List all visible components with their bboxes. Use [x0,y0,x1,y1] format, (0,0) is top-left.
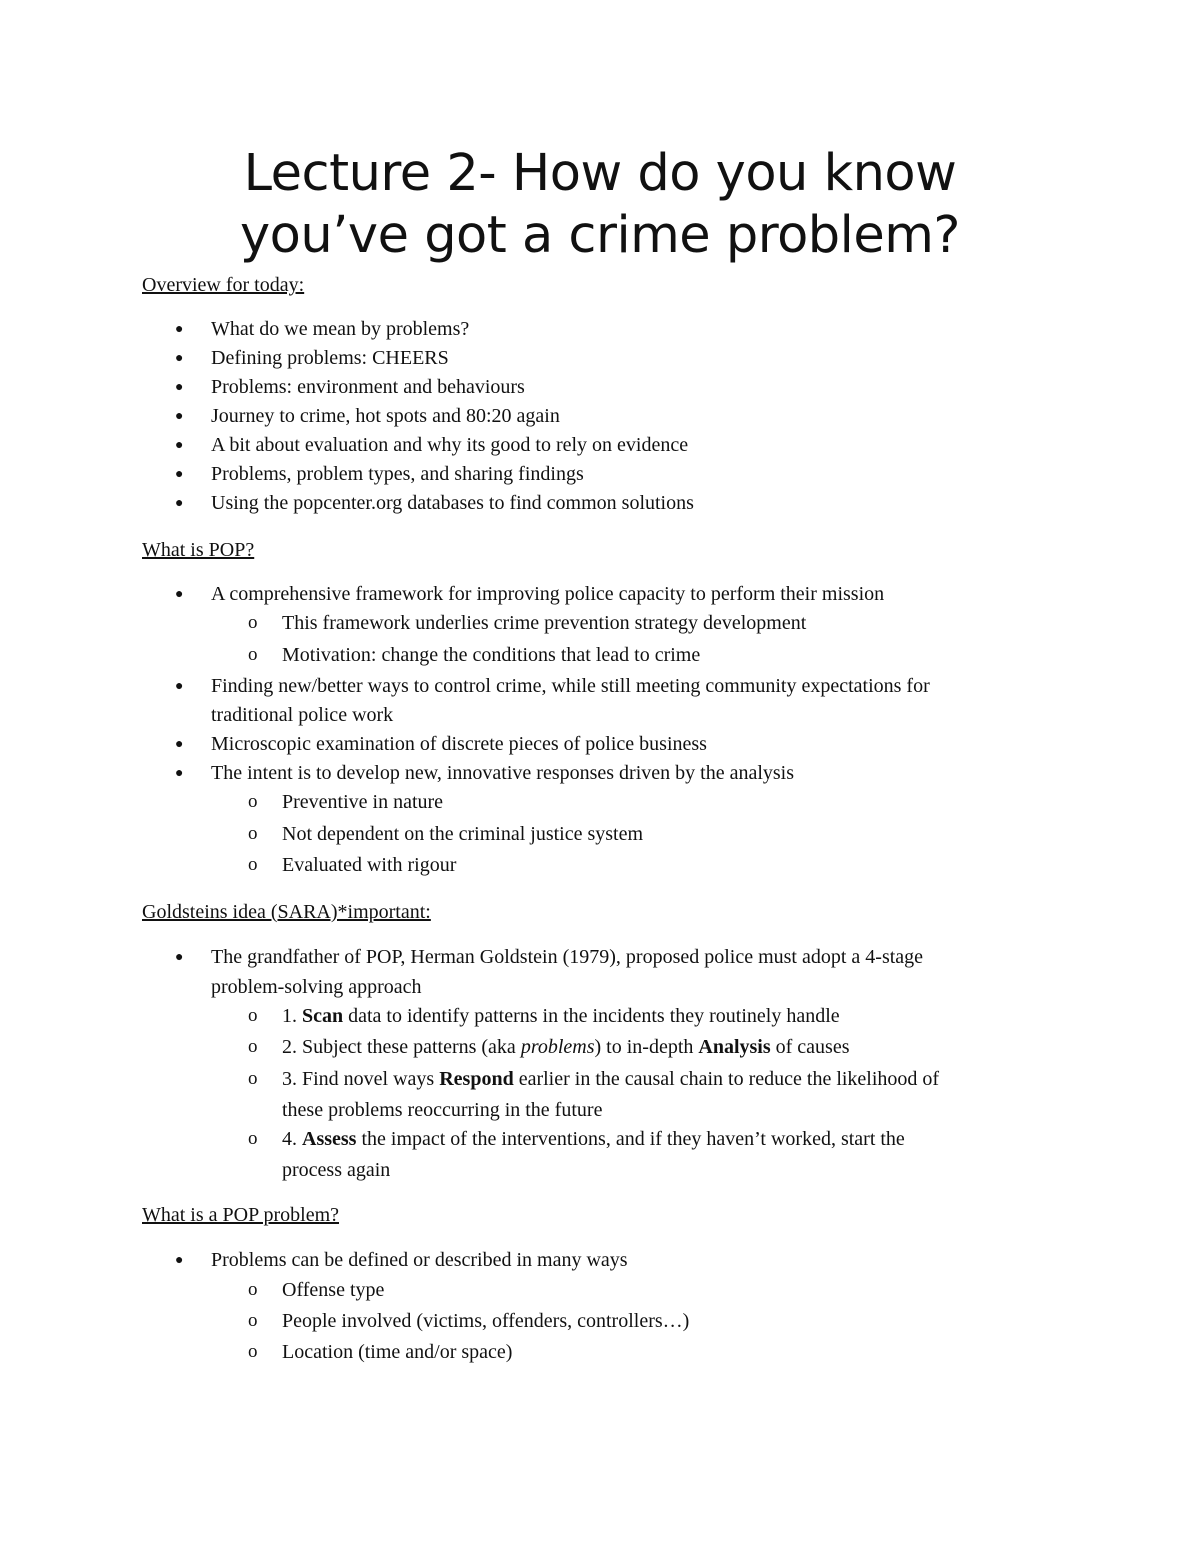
sub-bullet-marker: o [248,823,258,844]
title-line-1: Lecture 2- How do you know [243,144,957,203]
list-item-continuation: problem-solving approach [211,976,422,998]
assess-term: Assess [302,1128,357,1150]
bullet-marker: ● [175,322,184,337]
list-item: The grandfather of POP, Herman Goldstein (1979), proposed police must adopt a 4-stage [211,946,924,968]
list-item: Microscopic examination of discrete pieces of police business [211,733,707,755]
list-item: Problems, problem types, and sharing findings [211,463,584,485]
bullet-marker: ● [175,351,184,366]
bullet-marker: ● [175,1253,184,1268]
sub-bullet-marker: o [248,1279,258,1300]
bullet-marker: ● [175,380,184,395]
sara-heading: Goldsteins idea (SARA)*important: [142,901,431,923]
sub-bullet-marker: o [248,1128,258,1149]
bullet-marker: ● [175,438,184,453]
sub-list-item-continuation: process again [282,1159,391,1181]
bullet-marker: ● [175,587,184,602]
sub-list-item: Not dependent on the criminal justice system [282,823,644,845]
pop-heading: What is POP? [142,539,255,561]
respond-term: Respond [439,1068,514,1090]
sub-bullet-marker: o [248,791,258,812]
bullet-marker: ● [175,766,184,781]
sub-list-item: Offense type [282,1279,385,1301]
list-item: The intent is to develop new, innovative responses driven by the analysis [211,762,795,784]
page-title [0,143,1200,267]
list-item: What do we mean by problems? [211,318,470,340]
list-item: Journey to crime, hot spots and 80:20 again [211,405,560,427]
sub-list-item: People involved (victims, offenders, controllers…) [282,1310,690,1332]
sub-bullet-marker: o [248,1310,258,1331]
sub-bullet-marker: o [248,1005,258,1026]
sub-bullet-marker: o [248,1068,258,1089]
scan-term: Scan [302,1005,344,1027]
list-item: A comprehensive framework for improving police capacity to perform their mission [211,583,885,605]
sub-list-item: Motivation: change the conditions that lead to crime [282,644,701,666]
sub-list-item: Location (time and/or space) [282,1341,513,1363]
sub-bullet-marker: o [248,612,258,633]
sara-step-scan: 1. Scan data to identify patterns in the incidents they routinely handle [282,1005,840,1027]
sub-list-item: Evaluated with rigour [282,854,457,876]
sub-bullet-marker: o [248,644,258,665]
sub-list-item: This framework underlies crime prevention strategy development [282,612,807,634]
list-item: Defining problems: CHEERS [211,347,449,369]
pop-problem-heading: What is a POP problem? [142,1204,340,1226]
list-item: A bit about evaluation and why its good to rely on evidence [211,434,689,456]
list-item: Finding new/better ways to control crime, while still meeting community expectations for [211,675,930,697]
overview-heading: Overview for today: [142,274,305,296]
bullet-marker: ● [175,950,184,965]
sub-bullet-marker: o [248,854,258,875]
title-line-2: you’ve got a crime problem? [240,206,960,265]
sara-step-analysis: 2. Subject these patterns (aka problems) to in-depth Analysis of causes [282,1036,850,1058]
bullet-marker: ● [175,467,184,482]
sub-bullet-marker: o [248,1036,258,1057]
problems-term: problems [520,1036,595,1058]
list-item-continuation: traditional police work [211,704,394,726]
bullet-marker: ● [175,409,184,424]
list-item: Problems: environment and behaviours [211,376,525,398]
analysis-term: Analysis [698,1036,771,1058]
list-item: Problems can be defined or described in many ways [211,1249,628,1271]
sara-step-assess: 4. Assess the impact of the interventions, and if they haven’t worked, start the [282,1128,905,1150]
sub-bullet-marker: o [248,1341,258,1362]
bullet-marker: ● [175,679,184,694]
list-item: Using the popcenter.org databases to find common solutions [211,492,694,514]
bullet-marker: ● [175,496,184,511]
sub-list-item: Preventive in nature [282,791,444,813]
sub-list-item-continuation: these problems reoccurring in the future [282,1099,603,1121]
sara-step-respond: 3. Find novel ways Respond earlier in the causal chain to reduce the likelihood of [282,1068,940,1090]
bullet-marker: ● [175,737,184,752]
